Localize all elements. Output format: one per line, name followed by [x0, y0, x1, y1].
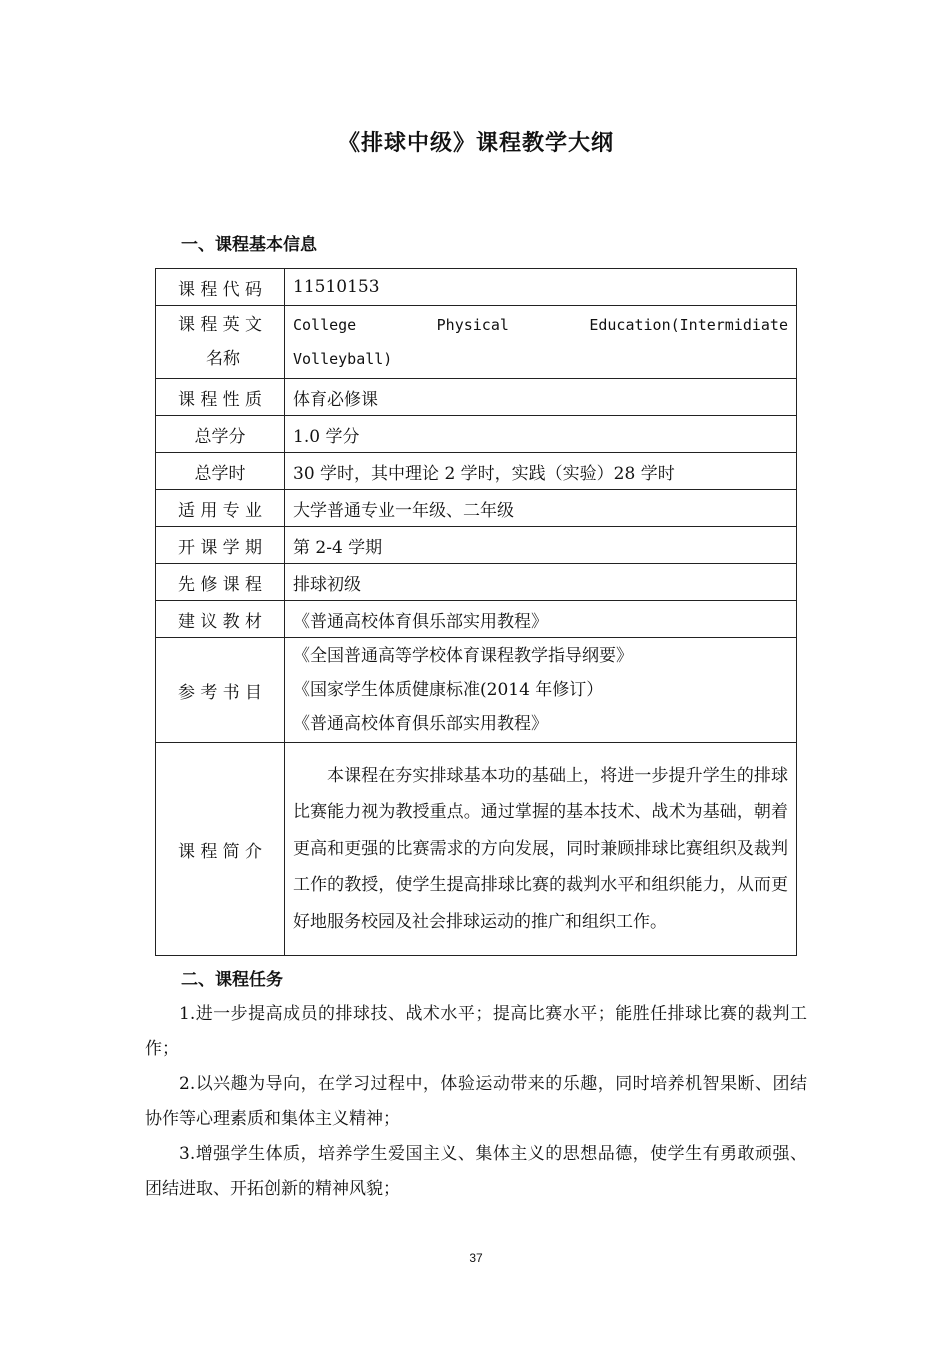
total-hours: 30 学时，其中理论 2 学时，实践（实验）28 学时 — [285, 453, 797, 490]
reference-item: 《国家学生体质健康标准(2014 年修订） — [293, 680, 604, 700]
table-row — [156, 638, 797, 743]
table-row — [156, 564, 797, 601]
row-label: 总学分 — [156, 416, 285, 453]
task-paragraph: 3.增强学生体质，培养学生爱国主义、集体主义的思想品德，使学生有勇敢顽强、团结进取、开拓创新的精神风貌； — [145, 1144, 807, 1199]
row-label: 适用专业 — [156, 490, 285, 527]
task-paragraph: 1.进一步提高成员的排球技、战术水平；提高比赛水平；能胜任排球比赛的裁判工作； — [145, 1004, 807, 1059]
offering-term: 第 2-4 学期 — [285, 527, 797, 564]
reference-books — [285, 638, 797, 743]
row-label: 总学时 — [156, 453, 285, 490]
row-label: 开课学期 — [156, 527, 285, 564]
course-info-table — [155, 268, 797, 956]
course-english-name: College Physical Education(Intermidiate Volleyball) — [285, 306, 797, 379]
course-nature: 体育必修课 — [285, 379, 797, 416]
row-label: 课程性质 — [156, 379, 285, 416]
table-row — [156, 490, 797, 527]
task-paragraph: 2.以兴趣为导向，在学习过程中，体验运动带来的乐趣，同时培养机智果断、团结协作等心理素质和集体主义精神； — [145, 1074, 807, 1129]
table-row — [156, 379, 797, 416]
row-label: 先修课程 — [156, 564, 285, 601]
row-label: 建议教材 — [156, 601, 285, 638]
total-credits: 1.0 学分 — [285, 416, 797, 453]
applicable-major: 大学普通专业一年级、二年级 — [285, 490, 797, 527]
table-row — [156, 601, 797, 638]
page-number: 37 — [469, 1251, 483, 1265]
table-row — [156, 527, 797, 564]
reference-item: 《普通高校体育俱乐部实用教程》 — [293, 714, 548, 734]
table-row — [156, 743, 797, 956]
course-introduction: 本课程在夯实排球基本功的基础上，将进一步提升学生的排球比赛能力视为教授重点。通过掌握的基本技术、战术为基础，朝着更高和更强的比赛需求的方向发展，同时兼顾排球比赛组织及裁判工作的教授，使学生提高排球比赛的裁判水平和组织能力，从而更好地服务校园及社会排球运动的推广和组织工作。 — [285, 743, 797, 956]
suggested-textbook: 《普通高校体育俱乐部实用教程》 — [285, 601, 797, 638]
prerequisite-course: 排球初级 — [285, 564, 797, 601]
course-code: 11510153 — [285, 269, 797, 306]
row-label: 课程代码 — [156, 269, 285, 306]
section-heading-basic-info: 一、课程基本信息 — [181, 235, 317, 255]
row-label: 参考书目 — [156, 638, 285, 743]
section-heading-course-tasks: 二、课程任务 — [181, 970, 283, 990]
table-row — [156, 306, 797, 379]
table-row — [156, 269, 797, 306]
table-row — [156, 453, 797, 490]
table-row — [156, 416, 797, 453]
document-title: 《排球中级》课程教学大纲 — [337, 131, 614, 156]
reference-item: 《全国普通高等学校体育课程教学指导纲要》 — [293, 646, 633, 666]
row-label: 课程英文 名称 — [156, 306, 285, 379]
row-label: 课程简介 — [156, 743, 285, 956]
